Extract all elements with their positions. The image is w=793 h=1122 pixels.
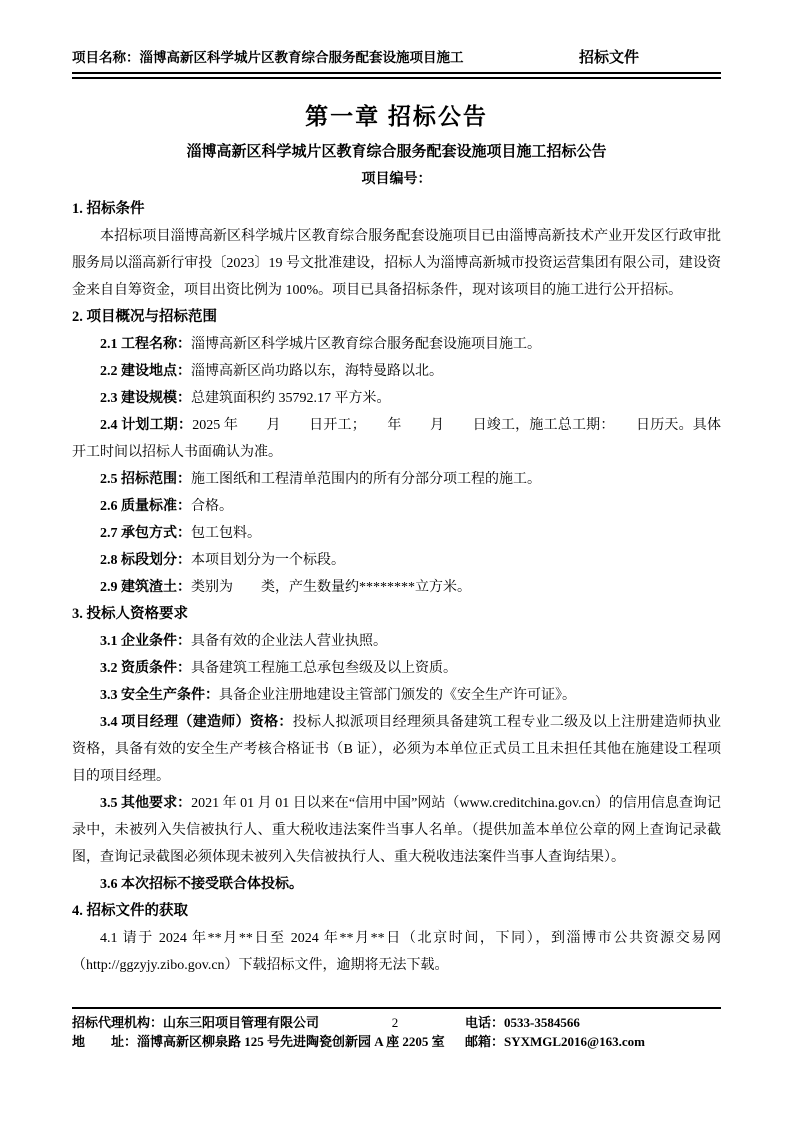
clause-2-6-label: 2.6 质量标准：	[100, 499, 191, 514]
section-heading-4: 4. 招标文件的获取	[72, 903, 188, 919]
clause-3-3-text: 具备企业注册地建设主管部门颁发的《安全生产许可证》。	[219, 688, 576, 703]
clause-2-8-text: 本项目划分为一个标段。	[191, 553, 345, 568]
clause-2-5-text: 施工图纸和工程清单范围内的所有分部分项工程的施工。	[191, 472, 541, 487]
page-header	[72, 46, 721, 79]
clause-2-3	[72, 385, 721, 412]
clause-2-8	[72, 547, 721, 574]
section-heading-2: 2. 项目概况与招标范围	[72, 309, 217, 325]
clause-3-2-text: 具备建筑工程施工总承包叁级及以上资质。	[191, 661, 457, 676]
clause-3-1-text: 具备有效的企业法人营业执照。	[191, 634, 387, 649]
footer-row-2	[72, 1032, 721, 1051]
clause-2-4-label: 2.4 计划工期：	[100, 418, 193, 433]
footer-phone: 电话：0533-3584566	[465, 1015, 580, 1030]
clause-3-6: 3.6 本次招标不接受联合体投标。	[100, 877, 303, 892]
footer-row-1	[72, 1013, 721, 1032]
section-heading-1: 1. 招标条件	[72, 201, 145, 217]
clause-3-4-text: 投标人拟派项目经理须具备建筑工程专业二级及以上注册建造师执业资格，具备有效的安全生产考核合格证书（B 证），必须为本单位正式员工且未担任其他在施建设工程项目的项目经理。	[72, 715, 722, 784]
clause-2-8-label: 2.8 标段划分：	[100, 553, 191, 568]
clause-2-7-label: 2.7 承包方式：	[100, 526, 191, 541]
clause-2-2	[72, 358, 721, 385]
page-footer	[72, 1007, 721, 1051]
footer-rule	[72, 1007, 721, 1009]
document-body	[72, 196, 721, 979]
header-doc-type: 招标文件	[578, 50, 639, 66]
clause-3-1-label: 3.1 企业条件：	[100, 634, 191, 649]
clause-2-6-text: 合格。	[191, 499, 233, 514]
clause-2-1	[72, 331, 721, 358]
clause-2-4	[72, 412, 721, 466]
clause-3-4-label: 3.4 项目经理（建造师）资格：	[100, 715, 293, 730]
clause-3-5-label: 3.5 其他要求：	[100, 796, 192, 811]
clause-2-7-text: 包工包料。	[191, 526, 261, 541]
clause-2-1-label: 2.1 工程名称：	[100, 337, 191, 352]
section-heading-3: 3. 投标人资格要求	[72, 606, 188, 622]
announcement-subtitle: 淄博高新区科学城片区教育综合服务配套设施项目施工招标公告	[186, 144, 607, 160]
clause-3-5-text: 2021 年 01 月 01 日以来在“信用中国”网站（www.creditchina.gov.cn）的信用信息查询记录中，未被列入失信被执行人、重大税收违法案件当事人名单。（提供加盖本单位公章的网上查询记录截图，查询记录截图必须体现未被列入失信被执行人、重大税收违法案件当事人查询结果）。	[72, 796, 722, 865]
header-project-name: 项目名称：淄博高新区科学城片区教育综合服务配套设施项目施工	[72, 50, 464, 65]
clause-2-4-text: 2025 年 月 日开工； 年 月 日竣工，施工总工期： 日历天。具体开工时间以招标人书面确认为准。	[72, 418, 722, 460]
footer-email: 邮箱：SYXMGL2016@163.com	[465, 1034, 646, 1049]
clause-4-1: 4.1 请于 2024 年**月**日至 2024 年**月**日（北京时间，下同），到淄博市公共资源交易网（http://ggzyjy.zibo.gov.cn）下载招标文件，逾期将无法下载。	[72, 931, 721, 973]
page-header-row	[72, 46, 721, 67]
clause-3-2	[72, 655, 721, 682]
clause-2-9-text: 类别为 类，产生数量约********立方米。	[191, 580, 471, 595]
clause-2-5	[72, 466, 721, 493]
clause-3-1	[72, 628, 721, 655]
clause-2-2-text: 淄博高新区尚功路以东，海特曼路以北。	[191, 364, 443, 379]
footer-agency: 招标代理机构：山东三阳项目管理有限公司	[72, 1015, 320, 1030]
clause-2-9	[72, 574, 721, 601]
clause-2-6	[72, 493, 721, 520]
clause-3-5	[72, 790, 721, 871]
header-double-rule	[72, 72, 721, 79]
clause-2-1-text: 淄博高新区科学城片区教育综合服务配套设施项目施工。	[191, 337, 541, 352]
clause-2-3-text: 总建筑面积约 35792.17 平方米。	[191, 391, 391, 406]
document-content	[72, 88, 721, 979]
chapter-title: 第一章 招标公告	[305, 104, 488, 129]
clause-3-3-label: 3.3 安全生产条件：	[100, 688, 219, 703]
paragraph-bidding-conditions: 本招标项目淄博高新区科学城片区教育综合服务配套设施项目已由淄博高新技术产业开发区行政审批服务局以淄高新行审投〔2023〕19 号文批准建设，招标人为淄博高新城市投资运营集团有限公司，建设资金来自自筹资金，项目出资比例为 100%。项目已具备招标条件，现对该项目的施工进行公开招标。	[72, 229, 721, 298]
project-number-label: 项目编号：	[361, 172, 432, 187]
clause-3-3	[72, 682, 721, 709]
clause-2-7	[72, 520, 721, 547]
footer-address: 地 址：淄博高新区柳泉路 125 号先进陶瓷创新园 A 座 2205 室	[72, 1034, 445, 1049]
clause-3-2-label: 3.2 资质条件：	[100, 661, 191, 676]
page-number: 2	[391, 1015, 399, 1030]
clause-2-3-label: 2.3 建设规模：	[100, 391, 191, 406]
clause-3-4	[72, 709, 721, 790]
clause-2-5-label: 2.5 招标范围：	[100, 472, 191, 487]
clause-2-2-label: 2.2 建设地点：	[100, 364, 191, 379]
clause-2-9-label: 2.9 建筑渣土：	[100, 580, 191, 595]
